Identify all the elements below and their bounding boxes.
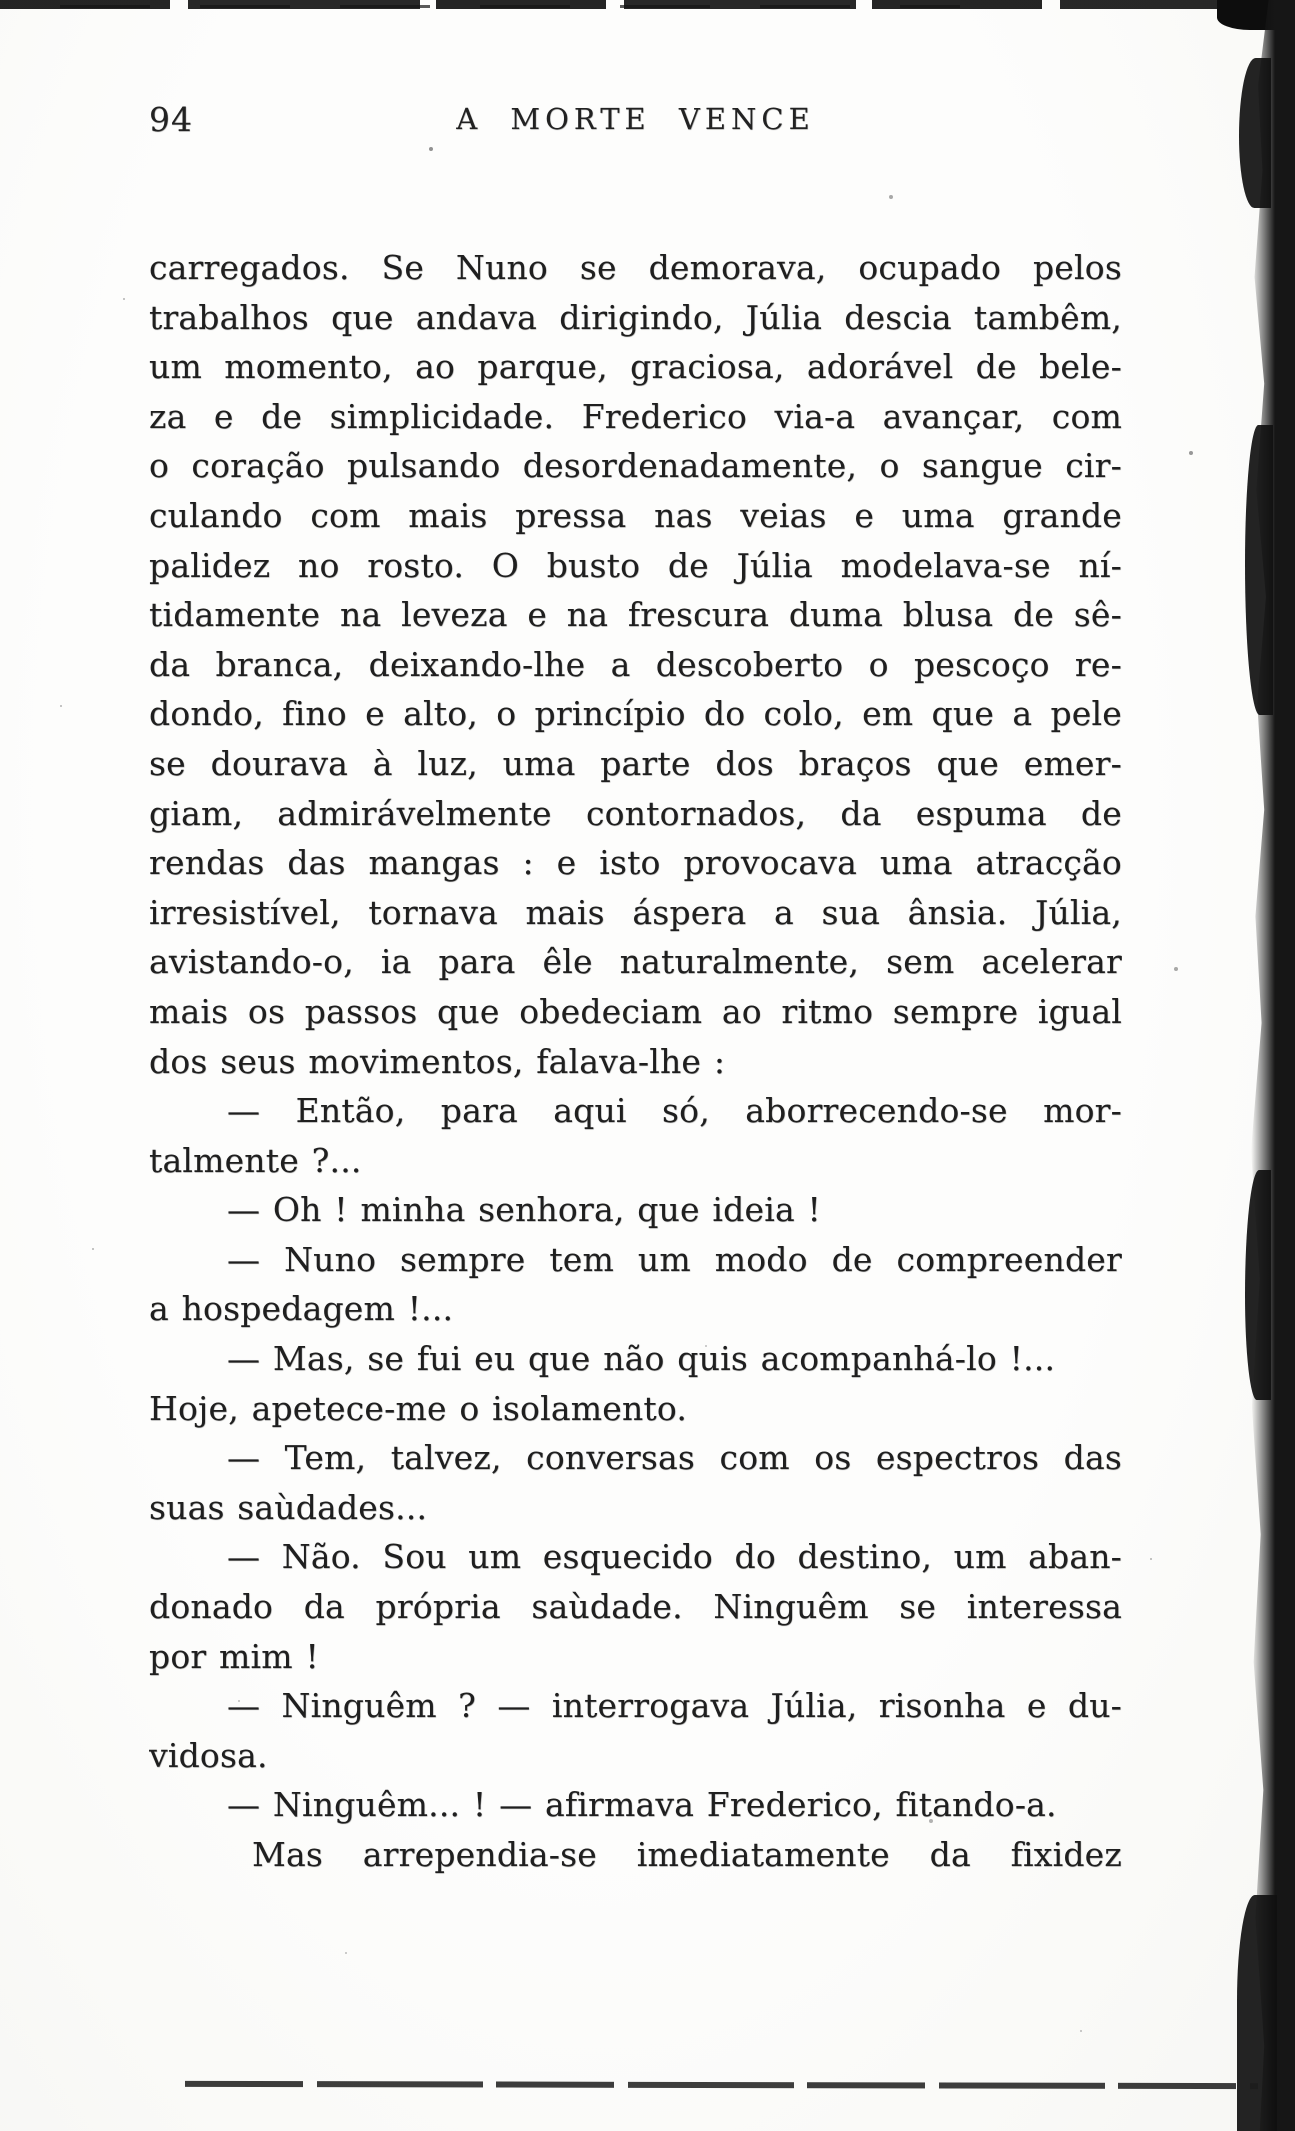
body-text-column: [149, 243, 1122, 1880]
text-line-15: avistando-o, ia para êle naturalmente, sem acelerar: [149, 942, 1122, 982]
text-line-31: vidosa.: [149, 1735, 268, 1775]
text-line-27: — Não. Sou um esquecido do destino, um aban-: [227, 1537, 1122, 1577]
text-line-1: carregados. Se Nuno se demorava, ocupado pelos: [149, 248, 1122, 287]
text-line-24: Hoje, apetece-me o isolamento.: [149, 1388, 688, 1428]
page-number: 94: [149, 100, 193, 139]
text-line-23: — Mas, se fui eu que não quis acompanhá-lo !...: [227, 1339, 1056, 1379]
text-line-7: palidez no rosto. O busto de Júlia modelava-se ní-: [149, 545, 1122, 585]
text-line-3: um momento, ao parque, graciosa, adorável de bele-: [149, 347, 1122, 387]
text-line-22: a hospedagem !...: [149, 1289, 454, 1329]
scan-right-edge-blob: [1239, 58, 1271, 208]
text-line-8: tidamente na leveza e na frescura duma blusa de sê-: [149, 595, 1122, 635]
text-line-25: — Tem, talvez, conversas com os espectros das: [227, 1438, 1122, 1478]
scan-right-edge-blob: [1245, 1170, 1271, 1400]
text-line-20: — Oh ! minha senhora, que ideia !: [227, 1190, 822, 1230]
text-line-5: o coração pulsando desordenadamente, o sangue cir-: [149, 446, 1122, 486]
text-line-18: — Então, para aqui só, aborrecendo-se mor-: [227, 1091, 1122, 1131]
text-line-30: — Ninguêm ? — interrogava Júlia, risonha e du-: [227, 1686, 1122, 1726]
text-line-16: mais os passos que obedeciam ao ritmo sempre igual: [149, 991, 1122, 1031]
scan-right-edge-blob: [1237, 1895, 1277, 2131]
text-line-10: dondo, fino e alto, o princípio do colo, em que a pele: [149, 694, 1122, 734]
text-line-14: irresistível, tornava mais áspera a sua ânsia. Júlia,: [149, 892, 1122, 932]
scan-right-edge-blob: [1245, 425, 1273, 715]
scan-speck-layer: [0, 0, 2, 2]
text-line-12: giam, admirávelmente contornados, da espuma de: [149, 793, 1122, 833]
scan-right-edge-band: [1251, 0, 1295, 2131]
text-line-2: trabalhos que andava dirigindo, Júlia descia tambêm,: [149, 297, 1122, 337]
text-line-32: — Ninguêm... ! — afirmava Frederico, fitando-a.: [227, 1785, 1057, 1825]
text-line-17: dos seus movimentos, falava-lhe :: [149, 1041, 726, 1081]
scan-bottom-rule-artifact: [185, 2081, 1258, 2089]
text-line-29: por mim !: [149, 1636, 319, 1676]
text-line-19: talmente ?...: [149, 1140, 362, 1180]
text-line-13: rendas das mangas : e isto provocava uma atracção: [149, 843, 1122, 883]
text-line-33: Mas arrependia-se imediatamente da fixidez: [252, 1835, 1122, 1874]
text-line-4: za e de simplicidade. Frederico via-a avançar, com: [149, 396, 1122, 436]
text-line-6: culando com mais pressa nas veias e uma grande: [149, 495, 1122, 535]
page-header: [149, 98, 1122, 144]
text-line-26: suas saùdades...: [149, 1487, 428, 1527]
text-line-11: se dourava à luz, uma parte dos braços que emer-: [149, 743, 1122, 783]
running-title: A MORTE VENCE: [456, 102, 815, 136]
text-line-28: donado da própria saùdade. Ninguêm se interessa: [149, 1587, 1122, 1627]
text-line-21: — Nuno sempre tem um modo de compreender: [227, 1239, 1122, 1279]
scan-top-edge-artifact-secondary: [60, 5, 960, 8]
text-line-9: da branca, deixando-lhe a descoberto o pescoço re-: [149, 644, 1122, 684]
